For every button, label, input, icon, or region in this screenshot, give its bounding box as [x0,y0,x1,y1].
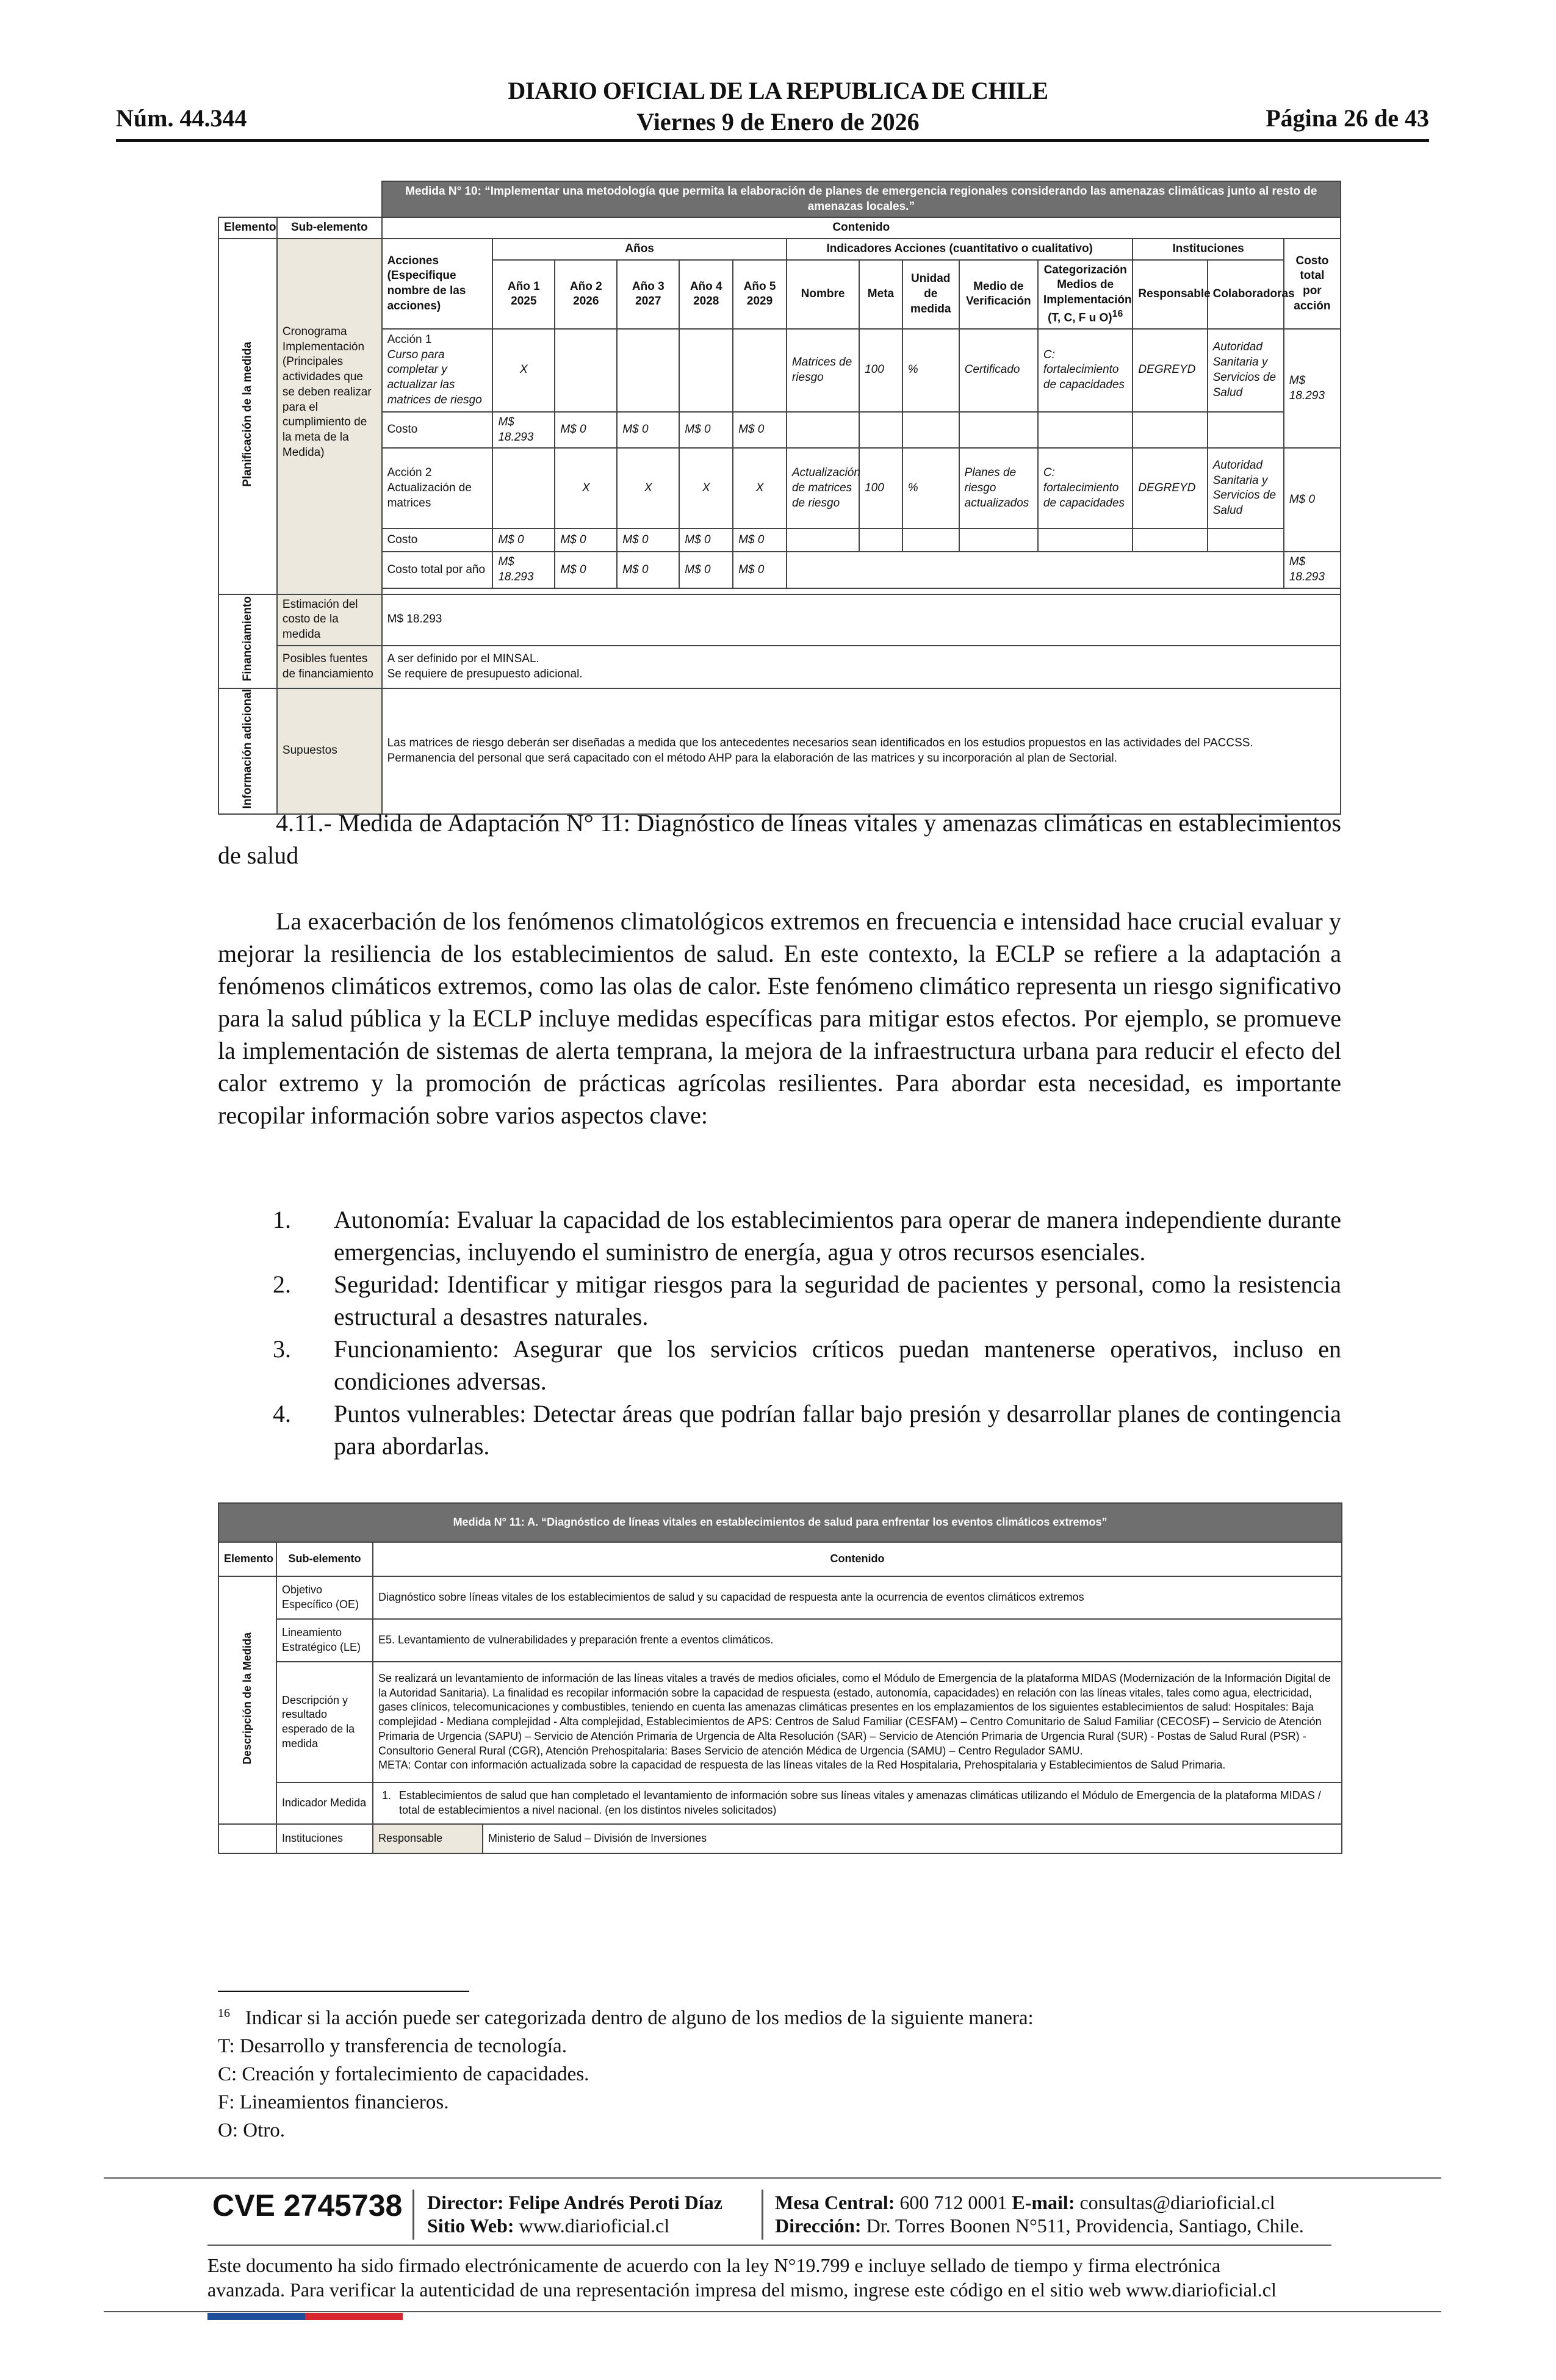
institution-header: Responsable [1133,260,1207,329]
supuestos-line: Permanencia del personal que será capacitado con el método AHP para la elaboración de las matrices y su incorporación al plan de Sectorial. [387,751,1117,765]
element-financiamiento: Financiamiento [218,594,277,688]
year-mark: X [733,448,787,528]
year-cost: M$ 18.293 [492,412,555,448]
desc-meta: META: Contar con información actualizada sobre la capacidad de respuesta de las líneas vitales de la Red Hospitalaria, Prehospitalaria y Establecimientos de Salud Primaria. [378,1759,1226,1772]
footer-director-block [427,2191,722,2237]
oe-label: Objetivo Específico (OE) [276,1576,373,1619]
indicator-verification: Planes de riesgo actualizados [959,448,1038,528]
column-header: Contenido [373,1542,1342,1576]
year-total-cost: M$ 0 [555,552,617,588]
acciones-header: Acciones (Especifique nombre de las acciones) [382,239,493,329]
year-cost: M$ 0 [733,528,787,552]
year-mark [555,329,617,412]
subelement-fuentes: Posibles fuentes de financiamiento [277,646,382,688]
subelement-supuestos: Supuestos [277,688,382,814]
year-total-cost: M$ 0 [617,552,679,588]
responsible-label: Responsable [373,1824,483,1853]
element-planificacion: Planificación de la medida [218,239,277,594]
costo-label: Costo [382,528,493,552]
responsible: DEGREYD [1133,329,1207,412]
phone-label: Mesa Central: [775,2191,895,2213]
year-cost: M$ 0 [555,412,617,448]
cve-code: CVE 2745738 [212,2188,403,2223]
subelement-cronograma: Cronograma Implementación (Principales actividades que se deben realizar para el cumplimiento de la meta de la Medida) [277,239,382,594]
footer-contact-block [775,2191,1304,2237]
indicator-meta: 100 [859,329,902,412]
year-mark [617,329,679,412]
accion-label: Acción 2 [387,466,432,480]
flag-stripe-red [305,2313,403,2320]
footer-rule [104,2177,1441,2179]
column-header: Elemento [218,217,277,239]
column-header: Contenido [382,217,1341,239]
flag-stripe-blue [207,2313,305,2320]
column-header: Elemento [218,1542,276,1576]
director-label: Director: [427,2191,504,2213]
indicator-name: Matrices de riesgo [787,329,859,412]
header-rule [116,139,1429,142]
costo-label: Costo [382,412,493,448]
year-mark: X [617,448,679,528]
email-link[interactable]: consultas@diarioficial.cl [1079,2191,1275,2213]
indicator-header: Medio de Verificación [959,260,1038,329]
issue-number: Núm. 44.344 [116,104,247,132]
website-label: Sitio Web: [427,2215,514,2237]
element-descripcion: Descripción de la Medida [218,1576,276,1824]
director-name: Felipe Andrés Peroti Díaz [508,2191,722,2213]
list-item: 4. Puntos vulnerables: Detectar áreas que podrían fallar bajo presión y desarrollar planes de contingencia para abordarlas. [273,1400,1341,1460]
year-total-cost: M$ 0 [679,552,733,588]
list-item: 1. Autonomía: Evaluar la capacidad de los establecimientos para operar de manera independiente durante emergencias, incluyendo el suministro de energía, agua y otros recursos esenciales. [273,1206,1341,1266]
le-value: E5. Levantamiento de vulnerabilidades y preparación frente a eventos climáticos. [373,1619,1342,1662]
indicator-category: C: fortalecimiento de capacidades [1038,329,1133,412]
year-cost: M$ 0 [617,412,679,448]
footnote-rule [218,1991,469,1992]
year-total-cost: M$ 0 [733,552,787,588]
indicator-header: Nombre [787,260,859,329]
footer-rule [207,2245,1331,2246]
list-item: 2. Seguridad: Identificar y mitigar riesgos para la seguridad de pacientes y personal, como la resistencia estructural a desastres naturales. [273,1271,1341,1330]
grand-total-cost: M$ 18.293 [1284,552,1341,588]
footnote-item: O: Otro. [218,2119,285,2141]
email-label: E-mail: [1012,2191,1075,2213]
le-label: Lineamiento Estratégico (LE) [276,1619,373,1662]
phone-number: 600 712 0001 [899,2191,1007,2213]
measure-11-table [218,1502,1342,1854]
fuentes-line: Se requiere de presupuesto adicional. [387,667,583,680]
address-label: Dirección: [775,2215,862,2237]
year-mark: X [679,448,733,528]
fuentes-value [382,646,1341,688]
accion-1 [382,329,493,412]
footer-divider [762,2190,763,2240]
year-mark [733,329,787,412]
footer-divider [412,2190,414,2240]
desc-value [373,1662,1342,1783]
indicator-category: C: fortalecimiento de capacidades [1038,448,1133,528]
action-total-cost: M$ 18.293 [1284,329,1341,448]
address: Dr. Torres Boonen N°511, Providencia, Santiago, Chile. [866,2215,1304,2237]
year-header: Año 5 2029 [733,260,787,329]
year-total-cost: M$ 18.293 [492,552,555,588]
instituciones-header: Instituciones [1133,239,1283,260]
year-header: Año 1 2025 [492,260,555,329]
indicator-name: Actualización de matrices de riesgo [787,448,859,528]
key-aspects-list [218,1203,1341,1462]
year-cost: M$ 0 [617,528,679,552]
footer-rule [104,2311,1441,2312]
collaborators: Autoridad Sanitaria y Servicios de Salud [1208,448,1284,528]
year-header: Año 2 2026 [555,260,617,329]
indicator-label: Indicador Medida [276,1783,373,1824]
desc-label: Descripción y resultado esperado de la medida [276,1662,373,1783]
indicator-text: Establecimientos de salud que han completado el levantamiento de información sobre sus líneas vitales y amenazas climáticas utilizando el Módulo de Emergencia de la plataforma MIDAS / total de establecimientos a nivel nacional. (en los distintos niveles solicitados) [399,1789,1321,1816]
indicator-header: Categorización Medios de Implementación (T, C, F u O)$^{16}$ [1038,260,1133,329]
indicator-header: Unidad de medida [902,260,959,329]
supuestos-line: Las matrices de riesgo deberán ser diseñadas a medida que los antecedentes necesarios sean identificados en los estudios propuestos en las actividades del PACCSS. [387,736,1253,749]
costo-total-ano-label: Costo total por año [382,552,493,588]
supuestos-value [382,688,1341,814]
section-title: 4.11.- Medida de Adaptación N° 11: Diagnóstico de líneas vitales y amenazas climáticas en establecimientos de salud [218,809,1341,869]
legal-notice [207,2253,1355,2302]
measure-10-banner: Medida N° 10: “Implementar una metodología que permita la elaboración de planes de emergencia regionales considerando las amenazas climáticas junto al resto de amenazas locales.” [382,181,1341,217]
footnote-item: C: Creación y fortalecimiento de capacidades. [218,2063,589,2085]
year-mark: X [555,448,617,528]
oe-value: Diagnóstico sobre líneas vitales de los establecimientos de salud y su capacidad de respuesta ante la ocurrencia de eventos climáticos extremos [373,1576,1342,1619]
year-cost: M$ 0 [679,412,733,448]
year-mark [679,329,733,412]
footnote-item: T: Desarrollo y transferencia de tecnología. [218,2035,567,2057]
year-header: Año 4 2028 [679,260,733,329]
legal-line: avanzada. Para verificar la autenticidad de una representación impresa del mismo, ingrese este código en el sitio web www.diarioficial.cl [207,2279,1277,2301]
legal-line: Este documento ha sido firmado electrónicamente de acuerdo con la ley N°19.799 e incluye sellado de tiempo y firma electrónica [207,2254,1221,2276]
section-paragraph: La exacerbación de los fenómenos climatológicos extremos en frecuencia e intensidad hace crucial evaluar y mejorar la resiliencia de los establecimientos de salud. En este contexto, la ECLP se refiere a la adaptación a fenómenos climáticos extremos, como las olas de calor. Este fenómeno climático representa un riesgo significativo para la salud pública y la ECLP incluye medidas específicas para mitigar estos efectos. Por ejemplo, se promueve la implementación de sistemas de alerta temprana, la mejora de la infraestructura urbana para reducir el efecto del calor extremo y la promoción de prácticas agrícolas resilientes. Para abordar esta necesidad, es importante recopilar información sobre varios aspectos clave: [218,907,1341,1129]
column-header: Sub-elemento [276,1542,373,1576]
publication-date: Viernes 9 de Enero de 2026 [636,108,920,135]
page-number: Página 26 de 43 [1266,104,1429,132]
website-link[interactable]: www.diarioficial.cl [519,2215,670,2237]
column-header: Sub-elemento [277,217,382,239]
year-mark [492,448,555,528]
year-cost: M$ 0 [555,528,617,552]
accion-description: Actualización de matrices [387,481,472,510]
fuentes-line: A ser definido por el MINSAL. [387,652,539,665]
indicator-unit: % [902,448,959,528]
institution-header: Colaboradoras [1208,260,1284,329]
footnote-ref: 16 [1112,308,1123,319]
collaborators: Autoridad Sanitaria y Servicios de Salud [1208,329,1284,412]
year-cost: M$ 0 [492,528,555,552]
measure-11-banner: Medida N° 11: A. “Diagnóstico de líneas vitales en establecimientos de salud para enfrentar los eventos climáticos extremos” [218,1503,1342,1542]
responsible: DEGREYD [1133,448,1207,528]
year-header: Año 3 2027 [617,260,679,329]
institutions-label: Instituciones [276,1824,373,1853]
responsible-value: Ministerio de Salud – División de Inversiones [483,1824,1342,1853]
year-mark: X [492,329,555,412]
footnote-item: F: Lineamientos financieros. [218,2091,449,2113]
indicator-meta: 100 [859,448,902,528]
action-total-cost: M$ 0 [1284,448,1341,552]
year-cost: M$ 0 [679,528,733,552]
costo-total-header: Costo total por acción [1284,239,1341,329]
indicator-header: Meta [859,260,902,329]
accion-2 [382,448,493,528]
footnote-intro: $^{16}$ Indicar si la acción puede ser categorizada dentro de alguno de los medios de la siguiente manera: [218,2007,1034,2029]
desc-text: Se realizará un levantamiento de información de las líneas vitales a través de medios oficiales, como el Módulo de Emergencia de la plataforma MIDAS (Modernización de la Información Digital de la Autoridad Sanitaria). La finalidad es recopilar información sobre la capacidad de respuesta (estado, autonomía, capacidades) en relación con las líneas vitales, tales como agua, electricidad, gases clínicos, telecomunicaciones y combustibles, teniendo en cuenta las amenazas climáticas presentes en los emplazamientos de los siguientes establecimientos de salud: Hospitales: Baja complejidad - Mediana complejidad - Alta complejidad, Establecimientos de APS: Centros de Salud Familiar (CESFAM) – Centro Comunitario de Salud Familiar (CECOSF) – Servicio de Atención Primaria de Urgencia (SAPU) – Servicio de Atención Primaria de Urgencia de Alta Resolución (SAR) – Servicio de Atención Primaria de Urgencia Rural (SUR) - Postas de Salud Rural (PSR) - Consultorio General Rural (CGR), Atención Prehospitalaria: Bases Servicio de atención Médica de Urgencia (SAMU) – Centro Regulador SAMU. [378,1671,1331,1757]
indicator-unit: % [902,329,959,412]
publication-title: DIARIO OFICIAL DE LA REPUBLICA DE CHILE [508,77,1048,104]
subelement-estimacion: Estimación del costo de la medida [277,594,382,646]
indicator-verification: Certificado [959,329,1038,412]
year-cost: M$ 0 [733,412,787,448]
accion-description: Curso para completar y actualizar las matrices de riesgo [387,348,482,406]
list-item: 3. Funcionamiento: Asegurar que los servicios críticos puedan mantenerse operativos, incluso en condiciones adversas. [273,1335,1341,1395]
estimacion-value: M$ 18.293 [382,594,1341,646]
anos-header: Años [492,239,787,260]
accion-label: Acción 1 [387,333,432,347]
indicator-number: 1. [382,1789,392,1802]
measure-10-table [218,181,1341,815]
indicadores-header: Indicadores Acciones (cuantitativo o cualitativo) [787,239,1133,260]
element-info-adicional: Información adicional [218,688,277,814]
footnote [218,1999,1341,2144]
indicator-value [373,1783,1342,1824]
